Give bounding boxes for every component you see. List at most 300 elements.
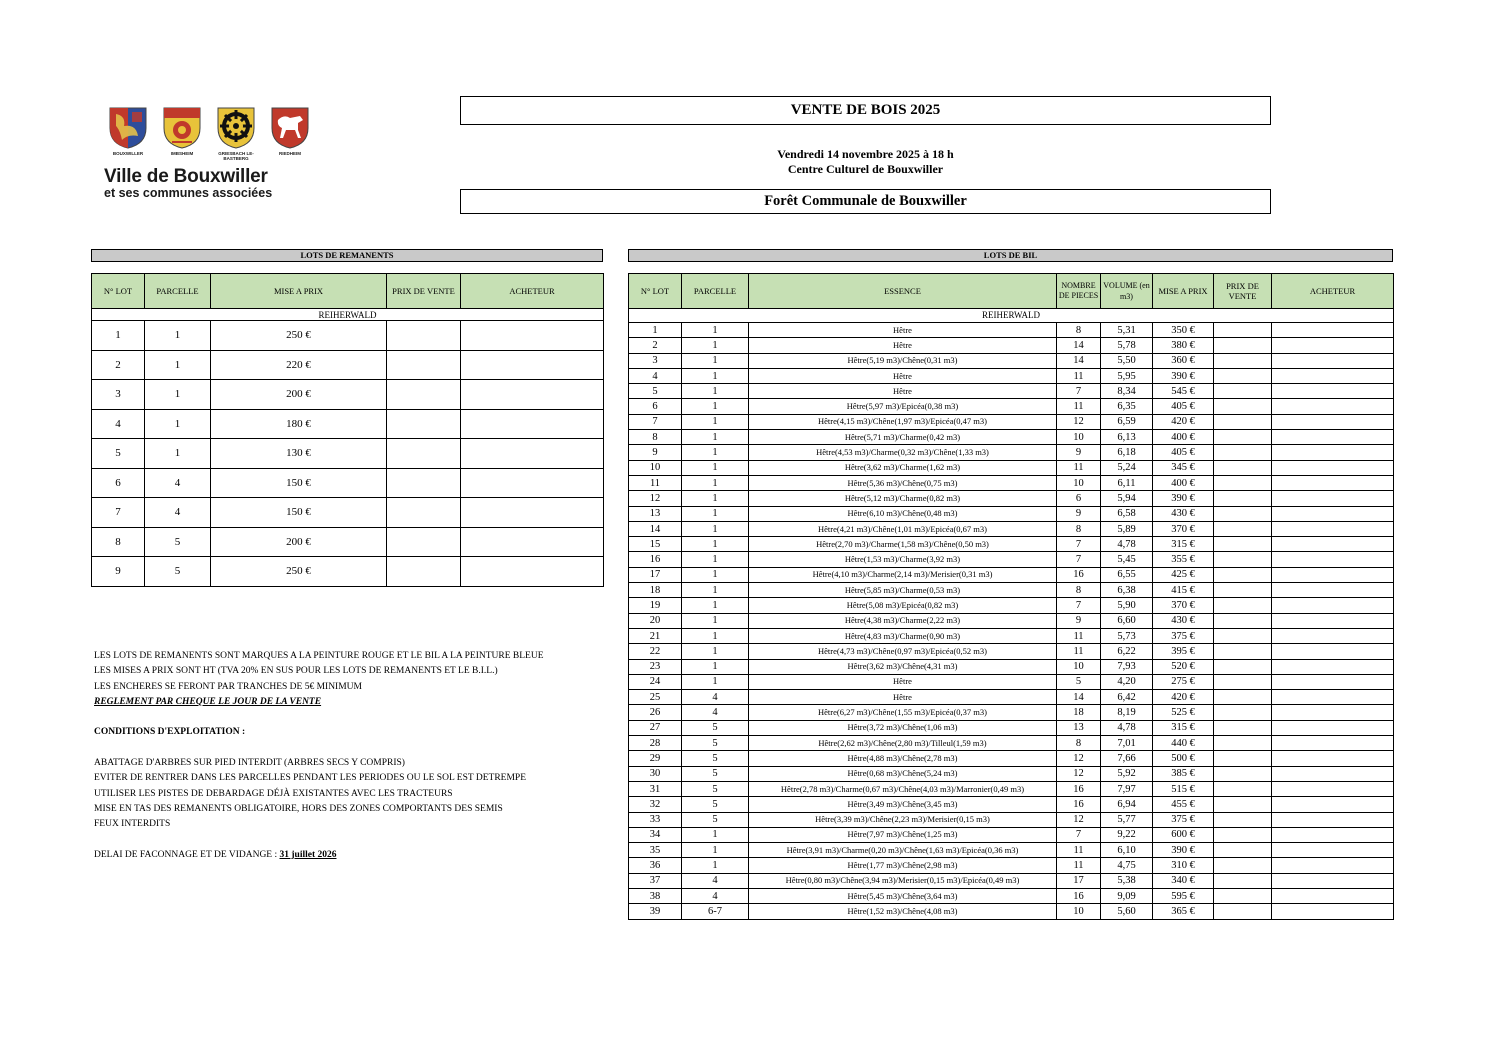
parcelle-cell: 6-7	[682, 904, 749, 919]
crest-label: BOUXWILLER	[112, 151, 144, 156]
acheteur-cell[interactable]	[1272, 613, 1394, 628]
nombre-pieces-cell: 18	[1057, 705, 1101, 720]
table-row	[629, 460, 1394, 475]
parcelle-cell: 4	[682, 705, 749, 720]
lot-number-cell: 32	[629, 797, 682, 812]
volume-cell: 6,22	[1101, 644, 1153, 659]
table-row	[629, 384, 1394, 399]
crest-bouxwiller	[106, 106, 150, 161]
prix-de-vente-cell[interactable]	[1214, 904, 1272, 919]
mise-a-prix-cell: 525 €	[1153, 705, 1214, 720]
col-header-essence: ESSENCE	[749, 274, 1057, 309]
acheteur-cell[interactable]	[461, 409, 604, 439]
volume-cell: 6,11	[1101, 475, 1153, 490]
mise-a-prix-cell: 390 €	[1153, 843, 1214, 858]
lot-number-cell: 14	[629, 521, 682, 536]
mise-a-prix-cell: 370 €	[1153, 598, 1214, 613]
acheteur-cell[interactable]	[1272, 598, 1394, 613]
acheteur-cell[interactable]	[1272, 843, 1394, 858]
acheteur-cell[interactable]	[1272, 537, 1394, 552]
riedheim-crest-icon	[270, 106, 310, 150]
table-row	[629, 475, 1394, 490]
parcelle-cell: 1	[682, 858, 749, 873]
prix-de-vente-cell[interactable]	[1214, 598, 1272, 613]
volume-cell: 6,38	[1101, 583, 1153, 598]
col-header-lot: N° LOT	[92, 274, 145, 309]
volume-cell: 6,55	[1101, 567, 1153, 582]
mise-a-prix-cell: 595 €	[1153, 888, 1214, 903]
volume-cell: 9,09	[1101, 888, 1153, 903]
prix-de-vente-cell[interactable]	[1214, 537, 1272, 552]
acheteur-cell[interactable]	[1272, 567, 1394, 582]
acheteur-cell[interactable]	[1272, 720, 1394, 735]
parcelle-cell: 1	[682, 674, 749, 689]
prix-de-vente-cell[interactable]	[387, 557, 461, 587]
prix-de-vente-cell[interactable]	[387, 527, 461, 557]
parcelle-cell: 1	[682, 445, 749, 460]
parcelle-cell: 1	[682, 843, 749, 858]
col-header-lot: N° LOT	[629, 274, 682, 309]
prix-de-vente-cell[interactable]	[1214, 414, 1272, 429]
volume-cell: 7,01	[1101, 736, 1153, 751]
table-row	[629, 766, 1394, 781]
essence-cell: Hêtre(4,53 m3)/Charme(0,32 m3)/Chêne(1,33 m3)	[749, 445, 1057, 460]
essence-cell: Hêtre(5,45 m3)/Chêne(3,64 m3)	[749, 888, 1057, 903]
acheteur-cell[interactable]	[1272, 491, 1394, 506]
prix-de-vente-cell[interactable]	[1214, 858, 1272, 873]
table-row	[92, 468, 604, 498]
acheteur-cell[interactable]	[1272, 353, 1394, 368]
lot-number-cell: 30	[629, 766, 682, 781]
nombre-pieces-cell: 7	[1057, 598, 1101, 613]
nombre-pieces-cell: 16	[1057, 888, 1101, 903]
lot-number-cell: 2	[92, 350, 145, 380]
prix-de-vente-cell[interactable]	[1214, 338, 1272, 353]
prix-de-vente-cell[interactable]	[1214, 475, 1272, 490]
volume-cell: 5,92	[1101, 766, 1153, 781]
prix-de-vente-cell[interactable]	[1214, 399, 1272, 414]
acheteur-cell[interactable]	[1272, 414, 1394, 429]
crest-riedheim	[268, 106, 312, 161]
volume-cell: 5,45	[1101, 552, 1153, 567]
mise-a-prix-cell: 200 €	[211, 380, 387, 410]
nombre-pieces-cell: 10	[1057, 904, 1101, 919]
table-row	[629, 323, 1394, 338]
nombre-pieces-cell: 12	[1057, 766, 1101, 781]
acheteur-cell[interactable]	[1272, 583, 1394, 598]
prix-de-vente-cell[interactable]	[1214, 827, 1272, 842]
col-header-prix-de-vente: PRIX DE VENTE	[387, 274, 461, 309]
lot-number-cell: 11	[629, 475, 682, 490]
remanents-section-title: LOTS DE REMANENTS	[91, 249, 603, 262]
lot-number-cell: 35	[629, 843, 682, 858]
parcelle-cell: 1	[682, 430, 749, 445]
table-row	[629, 552, 1394, 567]
parcelle-cell: 4	[145, 498, 211, 528]
lot-number-cell: 24	[629, 674, 682, 689]
nombre-pieces-cell: 7	[1057, 384, 1101, 399]
prix-de-vente-cell[interactable]	[1214, 445, 1272, 460]
mise-a-prix-cell: 455 €	[1153, 797, 1214, 812]
volume-cell: 6,13	[1101, 430, 1153, 445]
place-row	[92, 309, 604, 321]
nombre-pieces-cell: 11	[1057, 368, 1101, 383]
nombre-pieces-cell: 7	[1057, 552, 1101, 567]
parcelle-cell: 5	[682, 736, 749, 751]
acheteur-cell[interactable]	[461, 468, 604, 498]
prix-de-vente-cell[interactable]	[387, 409, 461, 439]
parcelle-cell: 1	[682, 368, 749, 383]
col-header-mise-a-prix: MISE A PRIX	[211, 274, 387, 309]
lot-number-cell: 34	[629, 827, 682, 842]
acheteur-cell[interactable]	[1272, 323, 1394, 338]
acheteur-cell[interactable]	[1272, 430, 1394, 445]
prix-de-vente-cell[interactable]	[1214, 736, 1272, 751]
bil-section-title: LOTS DE BIL	[628, 249, 1393, 262]
lot-number-cell: 3	[92, 380, 145, 410]
acheteur-cell[interactable]	[1272, 812, 1394, 827]
parcelle-cell: 1	[682, 521, 749, 536]
essence-cell: Hêtre(4,10 m3)/Charme(2,14 m3)/Merisier(0,31 m3)	[749, 567, 1057, 582]
prix-de-vente-cell[interactable]	[1214, 613, 1272, 628]
essence-cell: Hêtre(5,19 m3)/Chêne(0,31 m3)	[749, 353, 1057, 368]
nombre-pieces-cell: 16	[1057, 797, 1101, 812]
condition-item: MISE EN TAS DES REMANENTS OBLIGATOIRE, HORS DES ZONES COMPORTANTS DES SEMIS	[94, 803, 503, 814]
essence-cell: Hêtre(5,08 m3)/Epicéa(0,82 m3)	[749, 598, 1057, 613]
essence-cell: Hêtre(5,97 m3)/Epicéa(0,38 m3)	[749, 399, 1057, 414]
crest-imbsheim	[160, 106, 204, 161]
mise-a-prix-cell: 515 €	[1153, 781, 1214, 796]
table-row	[629, 506, 1394, 521]
parcelle-cell: 5	[682, 720, 749, 735]
acheteur-cell[interactable]	[461, 557, 604, 587]
lot-number-cell: 23	[629, 659, 682, 674]
crest-label: IMBSHEIM	[170, 151, 194, 156]
mise-a-prix-cell: 390 €	[1153, 491, 1214, 506]
nombre-pieces-cell: 12	[1057, 414, 1101, 429]
nombre-pieces-cell: 7	[1057, 537, 1101, 552]
volume-cell: 5,78	[1101, 338, 1153, 353]
prix-de-vente-cell[interactable]	[1214, 690, 1272, 705]
essence-cell: Hêtre(2,70 m3)/Charme(1,58 m3)/Chêne(0,50 m3)	[749, 537, 1057, 552]
acheteur-cell[interactable]	[1272, 827, 1394, 842]
delay-date: 31 juillet 2026	[279, 849, 337, 860]
note-reglement: REGLEMENT PAR CHEQUE LE JOUR DE LA VENTE	[94, 696, 322, 707]
parcelle-cell: 1	[145, 439, 211, 469]
lot-number-cell: 9	[92, 557, 145, 587]
prix-de-vente-cell[interactable]	[1214, 521, 1272, 536]
acheteur-cell[interactable]	[461, 439, 604, 469]
acheteur-cell[interactable]	[1272, 368, 1394, 383]
table-row	[629, 445, 1394, 460]
acheteur-cell[interactable]	[1272, 751, 1394, 766]
prix-de-vente-cell[interactable]	[1214, 583, 1272, 598]
col-header-parcelle: PARCELLE	[145, 274, 211, 309]
prix-de-vente-cell[interactable]	[1214, 323, 1272, 338]
nombre-pieces-cell: 11	[1057, 843, 1101, 858]
parcelle-cell: 1	[682, 628, 749, 643]
nombre-pieces-cell: 8	[1057, 323, 1101, 338]
mise-a-prix-cell: 370 €	[1153, 521, 1214, 536]
mise-a-prix-cell: 400 €	[1153, 430, 1214, 445]
parcelle-cell: 1	[682, 399, 749, 414]
prix-de-vente-cell[interactable]	[387, 468, 461, 498]
note-tva: LES MISES A PRIX SONT HT (TVA 20% EN SUS POUR LES LOTS DE REMANENTS ET LE B.I.L.)	[94, 666, 498, 677]
volume-cell: 5,38	[1101, 873, 1153, 888]
mise-a-prix-cell: 400 €	[1153, 475, 1214, 490]
parcelle-cell: 1	[145, 321, 211, 351]
parcelle-cell: 5	[682, 751, 749, 766]
prix-de-vente-cell[interactable]	[1214, 567, 1272, 582]
acheteur-cell[interactable]	[1272, 338, 1394, 353]
mise-a-prix-cell: 310 €	[1153, 858, 1214, 873]
table-row	[92, 350, 604, 380]
acheteur-cell[interactable]	[461, 380, 604, 410]
volume-cell: 7,66	[1101, 751, 1153, 766]
mise-a-prix-cell: 385 €	[1153, 766, 1214, 781]
prix-de-vente-cell[interactable]	[1214, 888, 1272, 903]
nombre-pieces-cell: 10	[1057, 430, 1101, 445]
prix-de-vente-cell[interactable]	[1214, 705, 1272, 720]
nombre-pieces-cell: 13	[1057, 720, 1101, 735]
parcelle-cell: 1	[682, 506, 749, 521]
nombre-pieces-cell: 7	[1057, 827, 1101, 842]
mise-a-prix-cell: 375 €	[1153, 812, 1214, 827]
acheteur-cell[interactable]	[461, 498, 604, 528]
prix-de-vente-cell[interactable]	[1214, 506, 1272, 521]
essence-cell: Hêtre(1,53 m3)/Charme(3,92 m3)	[749, 552, 1057, 567]
volume-cell: 5,90	[1101, 598, 1153, 613]
prix-de-vente-cell[interactable]	[1214, 674, 1272, 689]
prix-de-vente-cell[interactable]	[1214, 812, 1272, 827]
table-row	[629, 368, 1394, 383]
essence-cell: Hêtre(3,62 m3)/Charme(1,62 m3)	[749, 460, 1057, 475]
volume-cell: 4,75	[1101, 858, 1153, 873]
mise-a-prix-cell: 340 €	[1153, 873, 1214, 888]
acheteur-cell[interactable]	[1272, 781, 1394, 796]
prix-de-vente-cell[interactable]	[1214, 720, 1272, 735]
parcelle-cell: 1	[682, 644, 749, 659]
table-row	[629, 598, 1394, 613]
imbsheim-crest-icon	[162, 106, 202, 150]
acheteur-cell[interactable]	[1272, 384, 1394, 399]
acheteur-cell[interactable]	[1272, 736, 1394, 751]
forest-title: Forêt Communale de Bouxwiller	[460, 189, 1271, 214]
nombre-pieces-cell: 10	[1057, 659, 1101, 674]
prix-de-vente-cell[interactable]	[1214, 644, 1272, 659]
table-row	[629, 628, 1394, 643]
mise-a-prix-cell: 405 €	[1153, 399, 1214, 414]
parcelle-cell: 1	[682, 338, 749, 353]
prix-de-vente-cell[interactable]	[1214, 552, 1272, 567]
table-row	[629, 873, 1394, 888]
acheteur-cell[interactable]	[1272, 904, 1394, 919]
mise-a-prix-cell: 150 €	[211, 468, 387, 498]
prix-de-vente-cell[interactable]	[1214, 368, 1272, 383]
lot-number-cell: 31	[629, 781, 682, 796]
crest-label: GRIESBACH LE-BASTBERG	[218, 151, 254, 161]
table-row	[629, 858, 1394, 873]
prix-de-vente-cell[interactable]	[387, 498, 461, 528]
col-header-nombre-pieces: NOMBRE DE PIECES	[1057, 274, 1101, 309]
prix-de-vente-cell[interactable]	[1214, 384, 1272, 399]
acheteur-cell[interactable]	[1272, 521, 1394, 536]
acheteur-cell[interactable]	[1272, 644, 1394, 659]
table-row	[629, 353, 1394, 368]
nombre-pieces-cell: 8	[1057, 736, 1101, 751]
parcelle-cell: 1	[145, 350, 211, 380]
lot-number-cell: 8	[629, 430, 682, 445]
lot-number-cell: 39	[629, 904, 682, 919]
volume-cell: 5,77	[1101, 812, 1153, 827]
prix-de-vente-cell[interactable]	[387, 439, 461, 469]
parcelle-cell: 5	[682, 766, 749, 781]
volume-cell: 6,60	[1101, 613, 1153, 628]
acheteur-cell[interactable]	[1272, 552, 1394, 567]
table-row	[92, 557, 604, 587]
nombre-pieces-cell: 5	[1057, 674, 1101, 689]
parcelle-cell: 1	[682, 384, 749, 399]
nombre-pieces-cell: 11	[1057, 460, 1101, 475]
acheteur-cell[interactable]	[1272, 460, 1394, 475]
condition-item: FEUX INTERDITS	[94, 819, 171, 830]
mise-a-prix-cell: 380 €	[1153, 338, 1214, 353]
acheteur-cell[interactable]	[1272, 705, 1394, 720]
essence-cell: Hêtre(4,38 m3)/Charme(2,22 m3)	[749, 613, 1057, 628]
acheteur-cell[interactable]	[461, 350, 604, 380]
lot-number-cell: 19	[629, 598, 682, 613]
table-row	[629, 521, 1394, 536]
col-header-acheteur: ACHETEUR	[461, 274, 604, 309]
prix-de-vente-cell[interactable]	[1214, 781, 1272, 796]
volume-cell: 5,24	[1101, 460, 1153, 475]
nombre-pieces-cell: 8	[1057, 521, 1101, 536]
prix-de-vente-cell[interactable]	[1214, 491, 1272, 506]
acheteur-cell[interactable]	[1272, 766, 1394, 781]
table-row	[629, 399, 1394, 414]
essence-cell: Hêtre	[749, 368, 1057, 383]
mise-a-prix-cell: 275 €	[1153, 674, 1214, 689]
essence-cell: Hêtre(4,15 m3)/Chêne(1,97 m3)/Epicéa(0,47 m3)	[749, 414, 1057, 429]
volume-cell: 4,20	[1101, 674, 1153, 689]
table-row	[629, 338, 1394, 353]
parcelle-cell: 1	[682, 567, 749, 582]
parcelle-cell: 5	[682, 781, 749, 796]
table-row	[629, 827, 1394, 842]
lot-number-cell: 10	[629, 460, 682, 475]
parcelle-cell: 4	[682, 888, 749, 903]
parcelle-cell: 4	[145, 468, 211, 498]
lot-number-cell: 22	[629, 644, 682, 659]
prix-de-vente-cell[interactable]	[1214, 659, 1272, 674]
prix-de-vente-cell[interactable]	[1214, 766, 1272, 781]
table-row	[92, 380, 604, 410]
acheteur-cell[interactable]	[1272, 506, 1394, 521]
lot-number-cell: 4	[92, 409, 145, 439]
prix-de-vente-cell[interactable]	[1214, 873, 1272, 888]
mise-a-prix-cell: 430 €	[1153, 613, 1214, 628]
place-name: REIHERWALD	[92, 309, 604, 321]
lot-number-cell: 20	[629, 613, 682, 628]
table-row	[92, 409, 604, 439]
acheteur-cell[interactable]	[1272, 659, 1394, 674]
mise-a-prix-cell: 545 €	[1153, 384, 1214, 399]
lot-number-cell: 17	[629, 567, 682, 582]
prix-de-vente-cell[interactable]	[1214, 843, 1272, 858]
parcelle-cell: 1	[682, 537, 749, 552]
table-row	[629, 414, 1394, 429]
parcelle-cell: 1	[682, 659, 749, 674]
acheteur-cell[interactable]	[1272, 445, 1394, 460]
acheteur-cell[interactable]	[1272, 399, 1394, 414]
volume-cell: 7,93	[1101, 659, 1153, 674]
conditions-title: CONDITIONS D'EXPLOITATION :	[94, 727, 246, 738]
prix-de-vente-cell[interactable]	[1214, 353, 1272, 368]
prix-de-vente-cell[interactable]	[387, 321, 461, 351]
parcelle-cell: 1	[682, 827, 749, 842]
volume-cell: 8,34	[1101, 384, 1153, 399]
lot-number-cell: 1	[629, 323, 682, 338]
acheteur-cell[interactable]	[461, 527, 604, 557]
parcelle-cell: 5	[682, 797, 749, 812]
parcelle-cell: 5	[145, 527, 211, 557]
event-date: Vendredi 14 novembre 2025 à 18 h	[777, 147, 954, 161]
prix-de-vente-cell[interactable]	[1214, 628, 1272, 643]
acheteur-cell[interactable]	[1272, 475, 1394, 490]
essence-cell: Hêtre(0,68 m3)/Chêne(5,24 m3)	[749, 766, 1057, 781]
table-row	[629, 613, 1394, 628]
acheteur-cell[interactable]	[1272, 797, 1394, 812]
acheteur-cell[interactable]	[1272, 628, 1394, 643]
col-header-prix-de-vente: PRIX DE VENTE	[1214, 274, 1272, 309]
mise-a-prix-cell: 355 €	[1153, 552, 1214, 567]
prix-de-vente-cell[interactable]	[1214, 430, 1272, 445]
volume-cell: 6,10	[1101, 843, 1153, 858]
mise-a-prix-cell: 420 €	[1153, 414, 1214, 429]
acheteur-cell[interactable]	[1272, 674, 1394, 689]
acheteur-cell[interactable]	[1272, 690, 1394, 705]
mise-a-prix-cell: 430 €	[1153, 506, 1214, 521]
acheteur-cell[interactable]	[461, 321, 604, 351]
prix-de-vente-cell[interactable]	[1214, 460, 1272, 475]
essence-cell: Hêtre(0,80 m3)/Chêne(3,94 m3)/Merisier(0,15 m3)/Epicéa(0,49 m3)	[749, 873, 1057, 888]
lot-number-cell: 2	[629, 338, 682, 353]
nombre-pieces-cell: 11	[1057, 644, 1101, 659]
table-row	[629, 567, 1394, 582]
city-logo	[104, 106, 314, 206]
essence-cell: Hêtre(4,73 m3)/Chêne(0,97 m3)/Epicéa(0,52 m3)	[749, 644, 1057, 659]
essence-cell: Hêtre	[749, 338, 1057, 353]
prix-de-vente-cell[interactable]	[387, 380, 461, 410]
prix-de-vente-cell[interactable]	[1214, 751, 1272, 766]
acheteur-cell[interactable]	[1272, 888, 1394, 903]
bil-table-body	[629, 309, 1394, 920]
acheteur-cell[interactable]	[1272, 873, 1394, 888]
notes-block	[94, 649, 614, 863]
col-header-parcelle: PARCELLE	[682, 274, 749, 309]
nombre-pieces-cell: 8	[1057, 583, 1101, 598]
essence-cell: Hêtre(2,78 m3)/Charme(0,67 m3)/Chêne(4,03 m3)/Marronier(0,49 m3)	[749, 781, 1057, 796]
volume-cell: 5,95	[1101, 368, 1153, 383]
volume-cell: 7,97	[1101, 781, 1153, 796]
mise-a-prix-cell: 130 €	[211, 439, 387, 469]
acheteur-cell[interactable]	[1272, 858, 1394, 873]
prix-de-vente-cell[interactable]	[387, 350, 461, 380]
parcelle-cell: 1	[682, 598, 749, 613]
essence-cell: Hêtre(1,52 m3)/Chêne(4,08 m3)	[749, 904, 1057, 919]
parcelle-cell: 5	[682, 812, 749, 827]
prix-de-vente-cell[interactable]	[1214, 797, 1272, 812]
